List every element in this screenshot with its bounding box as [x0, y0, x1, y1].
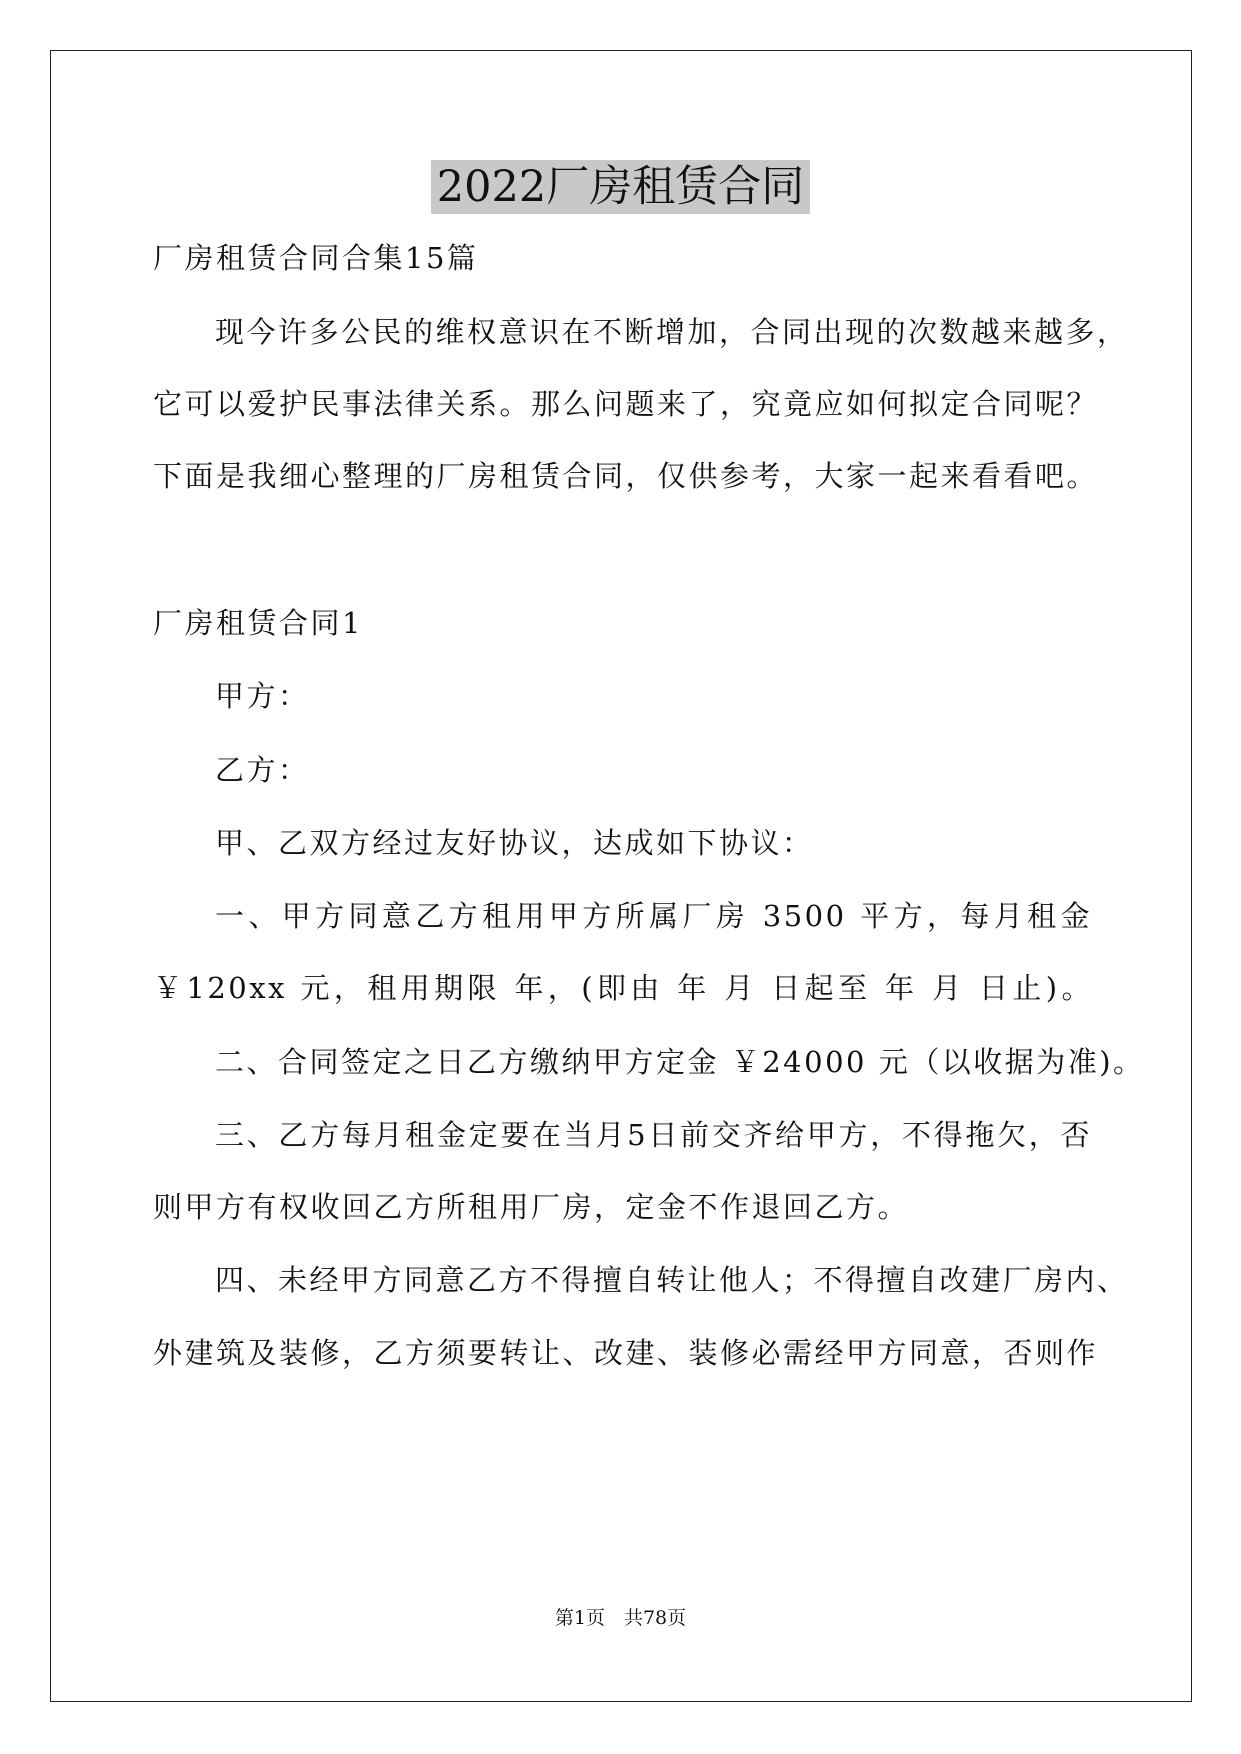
party-a-line: 甲方： — [215, 679, 310, 713]
page-border — [50, 50, 1192, 1702]
clause-1-line-1: 一、甲方同意乙方租用甲方所属厂房 3500 平方，每月租金 — [215, 899, 1092, 933]
page-number-footer: 第1页 共78页 — [554, 1607, 687, 1629]
document-subtitle: 厂房租赁合同合集15篇 — [153, 241, 479, 275]
clause-4-line-1: 四、未经甲方同意乙方不得擅自转让他人；不得擅自改建厂房内、 — [215, 1263, 1129, 1297]
clause-1-line-2: ￥120xx 元，租用期限 年，(即由 年 月 日起至 年 月 日止)。 — [153, 971, 1093, 1005]
clause-4-line-2: 外建筑及装修，乙方须要转让、改建、装修必需经甲方同意，否则作 — [153, 1336, 1099, 1370]
clause-3-line-2: 则甲方有权收回乙方所租用厂房，定金不作退回乙方。 — [153, 1190, 910, 1224]
party-b-line: 乙方： — [215, 753, 310, 787]
clause-3-line-1: 三、乙方每月租金定要在当月5日前交齐给甲方，不得拖欠，否 — [215, 1118, 1092, 1152]
intro-line-3: 下面是我细心整理的厂房租赁合同，仅供参考，大家一起来看看吧。 — [153, 459, 1099, 493]
agreement-intro: 甲、乙双方经过友好协议，达成如下协议： — [215, 826, 814, 860]
intro-line-1: 现今许多公民的维权意识在不断增加，合同出现的次数越来越多， — [215, 315, 1129, 349]
clause-2: 二、合同签定之日乙方缴纳甲方定金 ￥24000 元（以收据为准)。 — [215, 1045, 1145, 1079]
document-title-text: 2022厂房租赁合同 — [431, 160, 810, 214]
section-heading: 厂房租赁合同1 — [153, 606, 363, 640]
document-title — [0, 158, 1241, 216]
intro-line-2: 它可以爱护民事法律关系。那么问题来了，究竟应如何拟定合同呢？ — [153, 387, 1099, 421]
